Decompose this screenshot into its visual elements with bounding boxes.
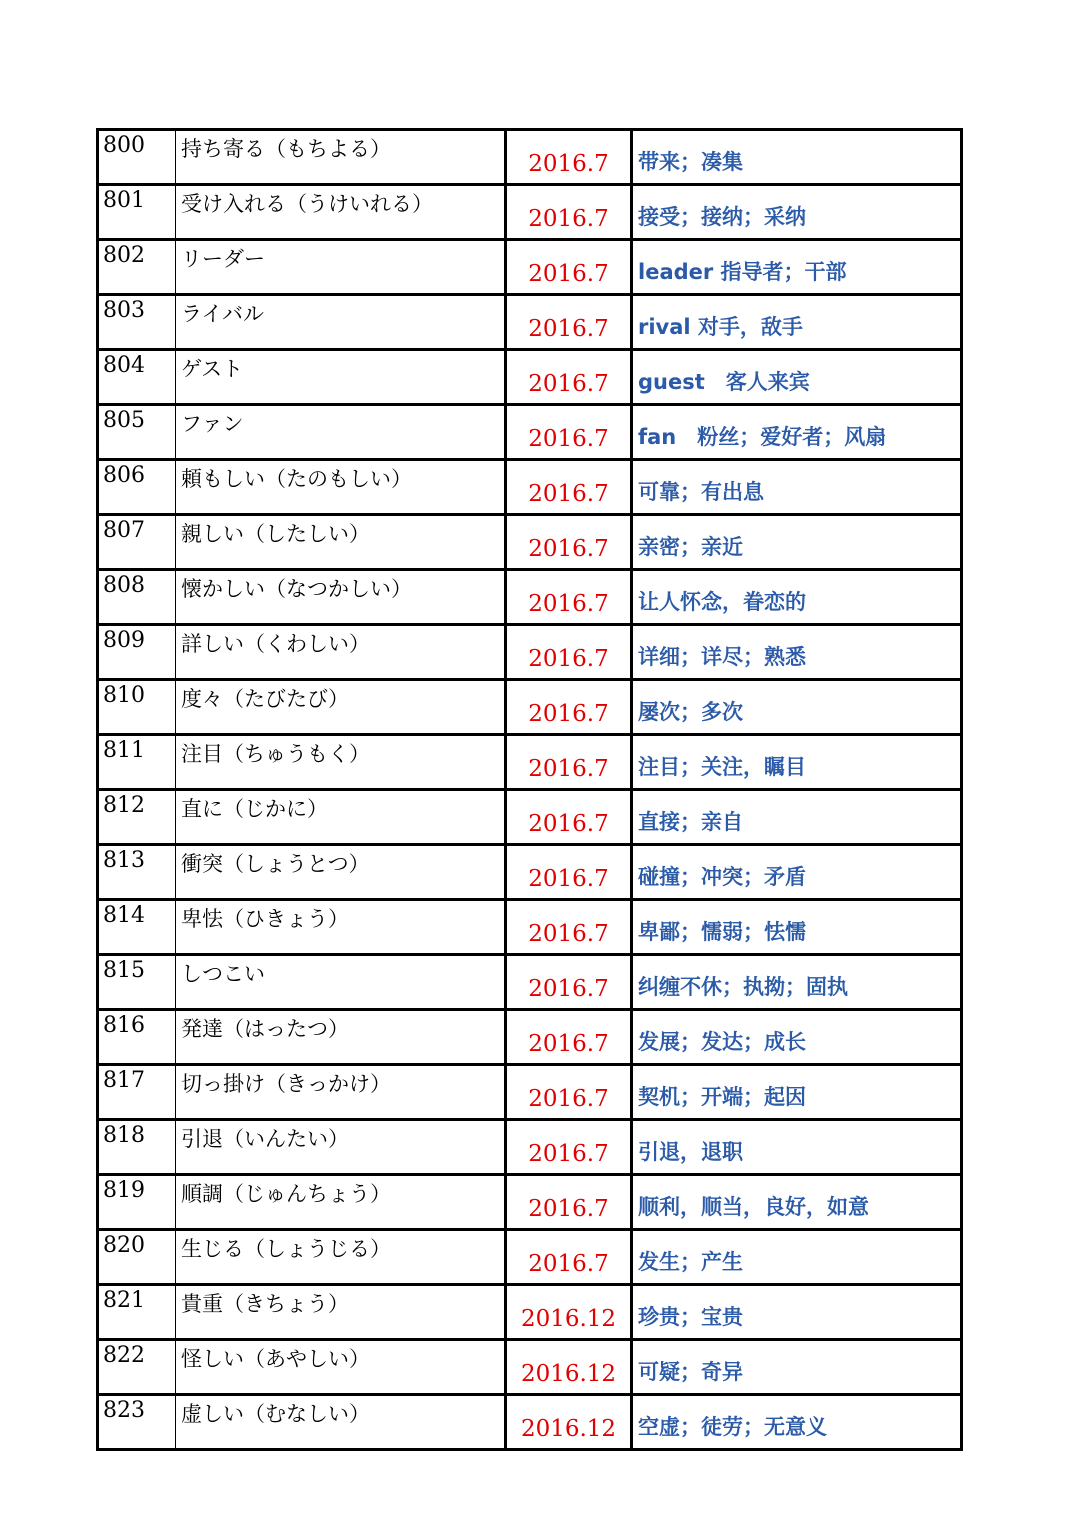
- chinese-meaning-cell: 顺利，顺当，良好，如意: [632, 1175, 962, 1230]
- chinese-meaning-cell: 详细；详尽；熟悉: [632, 625, 962, 680]
- exam-date-cell: 2016.12: [506, 1395, 632, 1450]
- chinese-meaning-cell: 珍贵；宝贵: [632, 1285, 962, 1340]
- entry-number-cell: 801: [98, 185, 176, 240]
- exam-date-cell: 2016.7: [506, 680, 632, 735]
- japanese-word-cell: 頼もしい（たのもしい）: [176, 460, 506, 515]
- japanese-word-cell: 引退（いんたい）: [176, 1120, 506, 1175]
- japanese-word-cell: 度々（たびたび）: [176, 680, 506, 735]
- entry-number-cell: 807: [98, 515, 176, 570]
- chinese-meaning-cell: leader 指导者；干部: [632, 240, 962, 295]
- japanese-word-cell: 生じる（しょうじる）: [176, 1230, 506, 1285]
- table-row: [98, 1065, 962, 1120]
- exam-date-cell: 2016.7: [506, 735, 632, 790]
- chinese-meaning-cell: 屡次；多次: [632, 680, 962, 735]
- entry-number-cell: 803: [98, 295, 176, 350]
- exam-date-cell: 2016.7: [506, 845, 632, 900]
- chinese-meaning-cell: 发展；发达；成长: [632, 1010, 962, 1065]
- table-row: [98, 1340, 962, 1395]
- entry-number-cell: 815: [98, 955, 176, 1010]
- entry-number-cell: 817: [98, 1065, 176, 1120]
- table-row: [98, 1395, 962, 1450]
- exam-date-cell: 2016.7: [506, 240, 632, 295]
- table-row: [98, 1010, 962, 1065]
- entry-number-cell: 811: [98, 735, 176, 790]
- exam-date-cell: 2016.7: [506, 460, 632, 515]
- entry-number-cell: 822: [98, 1340, 176, 1395]
- entry-number-cell: 816: [98, 1010, 176, 1065]
- entry-number-cell: 821: [98, 1285, 176, 1340]
- vocabulary-table: [96, 128, 963, 1451]
- exam-date-cell: 2016.7: [506, 1230, 632, 1285]
- japanese-word-cell: ゲスト: [176, 350, 506, 405]
- entry-number-cell: 804: [98, 350, 176, 405]
- japanese-word-cell: 懐かしい（なつかしい）: [176, 570, 506, 625]
- exam-date-cell: 2016.7: [506, 350, 632, 405]
- exam-date-cell: 2016.7: [506, 130, 632, 185]
- exam-date-cell: 2016.7: [506, 955, 632, 1010]
- table-row: [98, 405, 962, 460]
- table-row: [98, 350, 962, 405]
- japanese-word-cell: ライバル: [176, 295, 506, 350]
- exam-date-cell: 2016.7: [506, 515, 632, 570]
- table-row: [98, 460, 962, 515]
- entry-number-cell: 800: [98, 130, 176, 185]
- japanese-word-cell: 親しい（したしい）: [176, 515, 506, 570]
- entry-number-cell: 805: [98, 405, 176, 460]
- japanese-word-cell: 詳しい（くわしい）: [176, 625, 506, 680]
- chinese-meaning-cell: 空虚；徒劳；无意义: [632, 1395, 962, 1450]
- table-row: [98, 735, 962, 790]
- exam-date-cell: 2016.7: [506, 790, 632, 845]
- japanese-word-cell: 注目（ちゅうもく）: [176, 735, 506, 790]
- entry-number-cell: 808: [98, 570, 176, 625]
- chinese-meaning-cell: 直接；亲自: [632, 790, 962, 845]
- entry-number-cell: 812: [98, 790, 176, 845]
- chinese-meaning-cell: 带来；凑集: [632, 130, 962, 185]
- table-row: [98, 1230, 962, 1285]
- table-row: [98, 900, 962, 955]
- japanese-word-cell: 発達（はったつ）: [176, 1010, 506, 1065]
- entry-number-cell: 819: [98, 1175, 176, 1230]
- exam-date-cell: 2016.7: [506, 1010, 632, 1065]
- japanese-word-cell: 衝突（しょうとつ）: [176, 845, 506, 900]
- exam-date-cell: 2016.7: [506, 185, 632, 240]
- chinese-meaning-cell: 亲密；亲近: [632, 515, 962, 570]
- table-row: [98, 625, 962, 680]
- table-row: [98, 570, 962, 625]
- exam-date-cell: 2016.7: [506, 405, 632, 460]
- chinese-meaning-cell: 纠缠不休；执拗；固执: [632, 955, 962, 1010]
- exam-date-cell: 2016.12: [506, 1340, 632, 1395]
- table-row: [98, 680, 962, 735]
- exam-date-cell: 2016.7: [506, 900, 632, 955]
- table-row: [98, 955, 962, 1010]
- chinese-meaning-cell: 可疑；奇异: [632, 1340, 962, 1395]
- japanese-word-cell: 直に（じかに）: [176, 790, 506, 845]
- table-row: [98, 1285, 962, 1340]
- japanese-word-cell: リーダー: [176, 240, 506, 295]
- chinese-meaning-cell: 让人怀念，眷恋的: [632, 570, 962, 625]
- exam-date-cell: 2016.12: [506, 1285, 632, 1340]
- japanese-word-cell: ファン: [176, 405, 506, 460]
- entry-number-cell: 809: [98, 625, 176, 680]
- entry-number-cell: 802: [98, 240, 176, 295]
- entry-number-cell: 814: [98, 900, 176, 955]
- exam-date-cell: 2016.7: [506, 1175, 632, 1230]
- japanese-word-cell: 切っ掛け（きっかけ）: [176, 1065, 506, 1120]
- table-row: [98, 790, 962, 845]
- japanese-word-cell: 怪しい（あやしい）: [176, 1340, 506, 1395]
- chinese-meaning-cell: 接受；接纳；采纳: [632, 185, 962, 240]
- table-row: [98, 130, 962, 185]
- entry-number-cell: 820: [98, 1230, 176, 1285]
- table-row: [98, 1120, 962, 1175]
- exam-date-cell: 2016.7: [506, 625, 632, 680]
- entry-number-cell: 810: [98, 680, 176, 735]
- table-row: [98, 1175, 962, 1230]
- chinese-meaning-cell: 碰撞；冲突；矛盾: [632, 845, 962, 900]
- exam-date-cell: 2016.7: [506, 570, 632, 625]
- japanese-word-cell: しつこい: [176, 955, 506, 1010]
- japanese-word-cell: 卑怯（ひきょう）: [176, 900, 506, 955]
- entry-number-cell: 813: [98, 845, 176, 900]
- exam-date-cell: 2016.7: [506, 1120, 632, 1175]
- japanese-word-cell: 貴重（きちょう）: [176, 1285, 506, 1340]
- table-row: [98, 185, 962, 240]
- table-row: [98, 845, 962, 900]
- chinese-meaning-cell: 引退，退职: [632, 1120, 962, 1175]
- table-row: [98, 515, 962, 570]
- vocabulary-table-body: [98, 130, 962, 1450]
- chinese-meaning-cell: 注目；关注，瞩目: [632, 735, 962, 790]
- exam-date-cell: 2016.7: [506, 1065, 632, 1120]
- japanese-word-cell: 受け入れる（うけいれる）: [176, 185, 506, 240]
- table-row: [98, 240, 962, 295]
- chinese-meaning-cell: 可靠；有出息: [632, 460, 962, 515]
- chinese-meaning-cell: 发生；产生: [632, 1230, 962, 1285]
- chinese-meaning-cell: rival 对手，敌手: [632, 295, 962, 350]
- japanese-word-cell: 持ち寄る（もちよる）: [176, 130, 506, 185]
- chinese-meaning-cell: 契机；开端；起因: [632, 1065, 962, 1120]
- exam-date-cell: 2016.7: [506, 295, 632, 350]
- japanese-word-cell: 順調（じゅんちょう）: [176, 1175, 506, 1230]
- table-row: [98, 295, 962, 350]
- japanese-word-cell: 虚しい（むなしい）: [176, 1395, 506, 1450]
- entry-number-cell: 806: [98, 460, 176, 515]
- chinese-meaning-cell: fan 粉丝；爱好者；风扇: [632, 405, 962, 460]
- chinese-meaning-cell: 卑鄙；懦弱；怯懦: [632, 900, 962, 955]
- entry-number-cell: 823: [98, 1395, 176, 1450]
- entry-number-cell: 818: [98, 1120, 176, 1175]
- chinese-meaning-cell: guest 客人来宾: [632, 350, 962, 405]
